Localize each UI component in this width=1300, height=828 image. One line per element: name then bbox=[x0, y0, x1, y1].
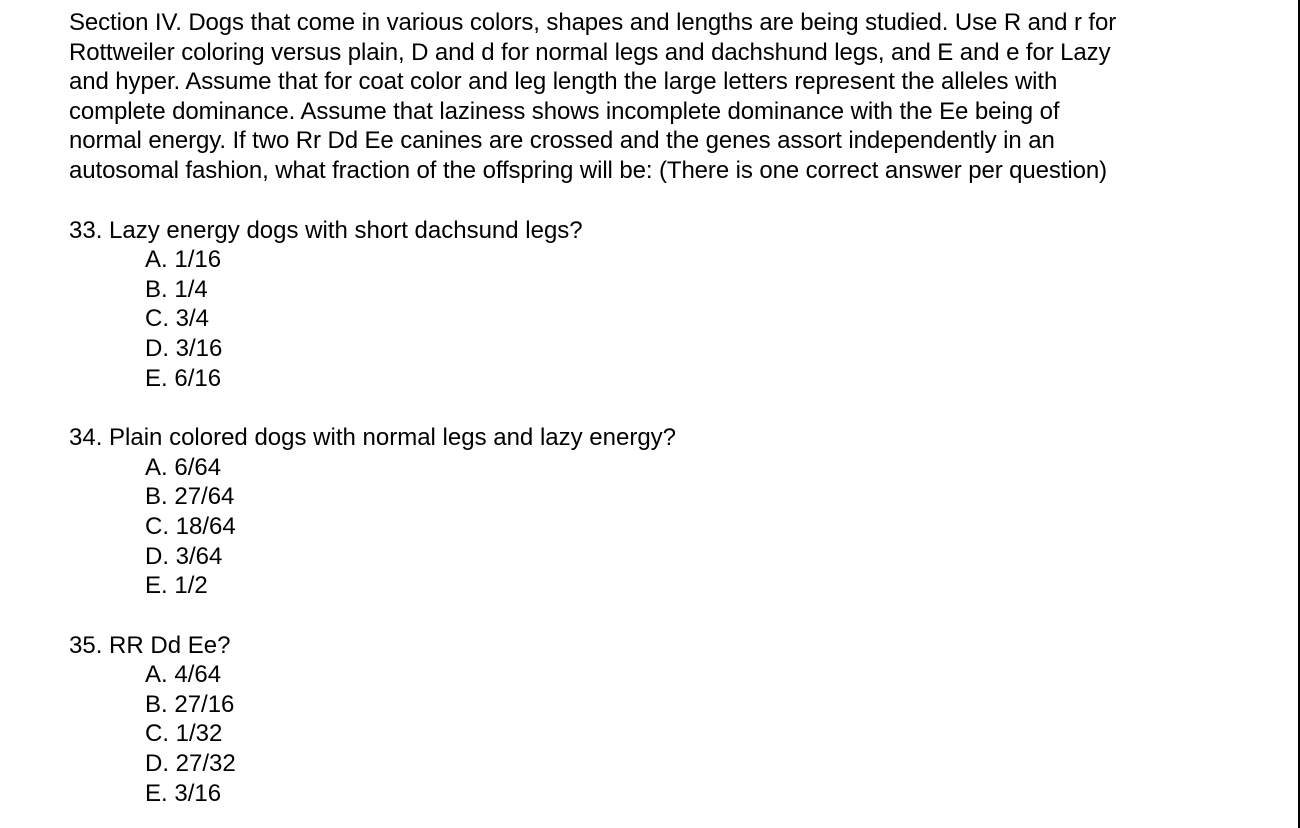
answer-option-a: A. 6/64 bbox=[145, 453, 222, 481]
answer-option-d: D. 3/64 bbox=[145, 542, 223, 570]
answer-option-b: B. 1/4 bbox=[145, 275, 208, 303]
answer-option-d: D. 27/32 bbox=[145, 750, 236, 778]
answer-option-a: A. 4/64 bbox=[145, 661, 222, 689]
answer-option-c: C. 3/4 bbox=[145, 305, 210, 333]
answer-options bbox=[69, 453, 1229, 601]
answer-option-d: D. 3/16 bbox=[145, 334, 223, 362]
question-stem: 35. RR Dd Ee? bbox=[69, 631, 231, 659]
answer-option-e: E. 3/16 bbox=[145, 779, 222, 807]
answer-option-a: A. 1/16 bbox=[145, 246, 222, 274]
answer-option-c: C. 18/64 bbox=[145, 512, 236, 540]
document-page bbox=[69, 8, 1229, 808]
answer-option-b: B. 27/16 bbox=[145, 690, 235, 718]
answer-option-b: B. 27/64 bbox=[145, 483, 235, 511]
answer-option-e: E. 1/2 bbox=[145, 572, 208, 600]
question-stem: 33. Lazy energy dogs with short dachsund legs? bbox=[69, 216, 583, 244]
question-33 bbox=[69, 216, 1229, 394]
answer-option-c: C. 1/32 bbox=[145, 720, 223, 748]
question-34 bbox=[69, 423, 1229, 601]
answer-option-e: E. 6/16 bbox=[145, 364, 222, 392]
answer-options bbox=[69, 660, 1229, 808]
answer-options bbox=[69, 245, 1229, 393]
section-intro: Section IV. Dogs that come in various colors, shapes and lengths are being studied. Use R and r for Rottweiler coloring versus plain, D and d for normal legs and dachshund legs, and E and e for Lazy and hyper. Assume that for coat color and leg length the large letters represent the alleles with complete dominance. Assume that laziness shows incomplete dominance with the Ee being of normal energy. If two Rr Dd Ee canines are crossed and the genes assort independently in an autosomal fashion, what fraction of the offspring will be: (There is one correct answer per question) bbox=[69, 9, 1117, 184]
question-stem: 34. Plain colored dogs with normal legs and lazy energy? bbox=[69, 424, 677, 452]
question-35 bbox=[69, 631, 1229, 809]
